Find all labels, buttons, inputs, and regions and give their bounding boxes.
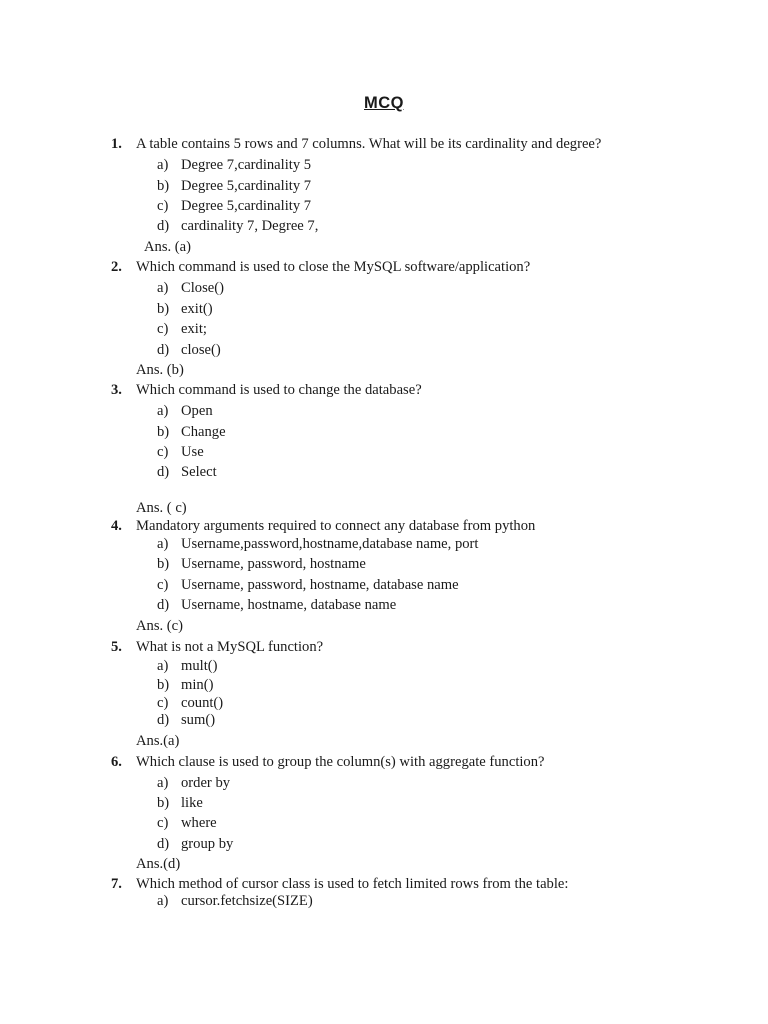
answer-5: Ans.(a): [136, 733, 180, 749]
option-text: Open: [181, 403, 213, 419]
answer-4: Ans. (c): [136, 618, 184, 634]
option-letter: c): [157, 198, 169, 214]
option-letter: a): [157, 280, 169, 296]
question-text: Mandatory arguments required to connect any database from python: [136, 518, 536, 534]
answer-6: Ans.(d): [136, 856, 181, 872]
option-letter: d): [157, 218, 170, 234]
option-letter: a): [157, 893, 169, 909]
option-letter: c): [157, 577, 169, 593]
option-text: sum(): [181, 712, 216, 728]
option-text: like: [181, 795, 203, 811]
option-text: Close(): [181, 280, 224, 296]
question-number: 6.: [111, 754, 122, 770]
option-text: count(): [181, 695, 224, 711]
question-text: A table contains 5 rows and 7 columns. What will be its cardinality and degree?: [136, 136, 602, 152]
option-text: Use: [181, 444, 204, 460]
option-letter: c): [157, 695, 169, 711]
option-letter: a): [157, 658, 169, 674]
option-text: min(): [181, 677, 214, 693]
option-text: Change: [181, 424, 226, 440]
option-text: mult(): [181, 658, 218, 674]
question-text: Which clause is used to group the column(s) with aggregate function?: [136, 754, 545, 770]
option-text: where: [181, 815, 217, 831]
option-text: Degree 5,cardinality 7: [181, 198, 312, 214]
option-letter: c): [157, 444, 169, 460]
option-letter: d): [157, 836, 170, 852]
question-number: 7.: [111, 876, 122, 892]
option-letter: a): [157, 157, 169, 173]
option-letter: d): [157, 597, 170, 613]
option-text: Degree 5,cardinality 7: [181, 178, 312, 194]
option-text: order by: [181, 775, 231, 791]
option-letter: d): [157, 342, 170, 358]
option-letter: b): [157, 178, 170, 194]
option-letter: d): [157, 712, 170, 728]
option-text: Username, password, hostname, database name: [181, 577, 459, 593]
page-title: MCQ: [364, 94, 404, 112]
option-letter: c): [157, 815, 169, 831]
option-text: cardinality 7, Degree 7,: [181, 218, 319, 234]
option-letter: b): [157, 556, 170, 572]
option-letter: a): [157, 536, 169, 552]
option-letter: b): [157, 677, 170, 693]
option-letter: a): [157, 775, 169, 791]
option-text: exit;: [181, 321, 207, 337]
option-text: Username, hostname, database name: [181, 597, 397, 613]
question-number: 4.: [111, 518, 122, 534]
option-text: Username, password, hostname: [181, 556, 366, 572]
question-text: Which command is used to change the database?: [136, 382, 422, 398]
option-letter: c): [157, 321, 169, 337]
option-letter: b): [157, 301, 170, 317]
option-letter: b): [157, 795, 170, 811]
option-text: Select: [181, 464, 217, 480]
option-text: Degree 7,cardinality 5: [181, 157, 312, 173]
question-number: 2.: [111, 259, 122, 275]
answer-3: Ans. ( c): [136, 500, 187, 516]
option-text: close(): [181, 342, 221, 358]
option-text: Username,password,hostname,database name, port: [181, 536, 479, 552]
option-letter: a): [157, 403, 169, 419]
option-letter: d): [157, 464, 170, 480]
option-text: group by: [181, 836, 234, 852]
option-letter: b): [157, 424, 170, 440]
option-text: cursor.fetchsize(SIZE): [181, 893, 313, 909]
question-number: 5.: [111, 639, 122, 655]
question-number: 3.: [111, 382, 122, 398]
question-text: Which method of cursor class is used to fetch limited rows from the table:: [136, 876, 569, 892]
question-number: 1.: [111, 136, 122, 152]
answer-1: Ans. (a): [144, 239, 192, 255]
question-text: What is not a MySQL function?: [136, 639, 324, 655]
question-text: Which command is used to close the MySQL software/application?: [136, 259, 531, 275]
option-text: exit(): [181, 301, 213, 317]
answer-2: Ans. (b): [136, 362, 184, 378]
